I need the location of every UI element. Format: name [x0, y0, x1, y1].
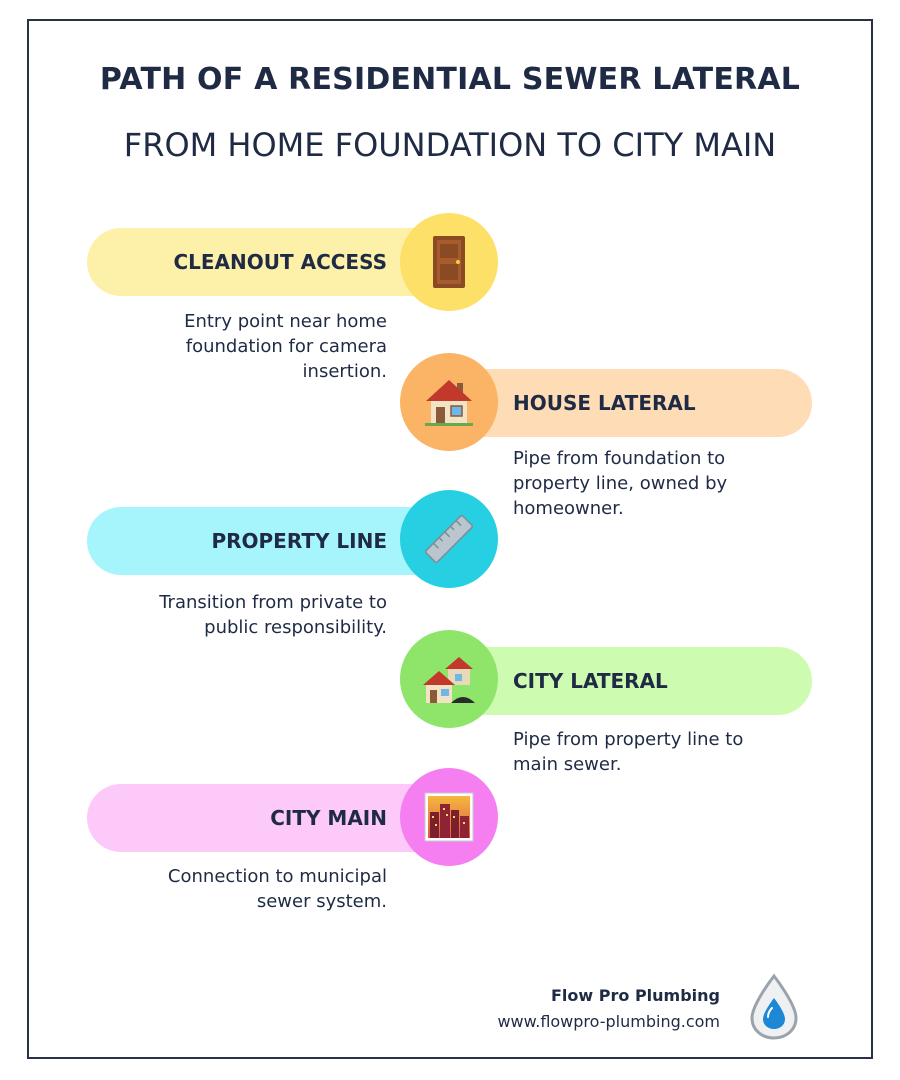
company-name: Flow Pro Plumbing	[551, 986, 720, 1005]
page-title: PATH OF A RESIDENTIAL SEWER LATERAL	[99, 62, 801, 97]
page-subtitle: FROM HOME FOUNDATION TO CITY MAIN	[123, 126, 777, 164]
step-label: CITY MAIN	[270, 806, 387, 830]
step-icon-circle	[400, 490, 498, 588]
house-icon	[423, 377, 475, 427]
houses-icon	[421, 653, 477, 705]
step-icon-circle	[400, 768, 498, 866]
step-label: HOUSE LATERAL	[513, 391, 696, 415]
water-drop-icon	[746, 972, 802, 1042]
step-icon-circle	[400, 213, 498, 311]
step-description: Pipe from foundation to property line, owned by homeowner.	[513, 448, 728, 519]
step-description: Transition from private to public responsibility.	[159, 592, 387, 638]
door-icon	[429, 234, 469, 290]
step-icon-circle	[400, 353, 498, 451]
step-label: CITY LATERAL	[513, 669, 668, 693]
step-description: Entry point near home foundation for camera insertion.	[184, 311, 387, 382]
cityscape-icon	[424, 792, 474, 842]
step-pill	[450, 369, 812, 437]
step-icon-circle	[400, 630, 498, 728]
company-url: www.flowpro-plumbing.com	[497, 1012, 720, 1031]
ruler-icon	[421, 511, 477, 567]
step-description: Connection to municipal sewer system.	[167, 866, 387, 912]
step-description: Pipe from property line to main sewer.	[513, 729, 744, 775]
step-pill	[450, 647, 812, 715]
step-pill	[87, 228, 447, 296]
step-pill	[87, 507, 447, 575]
step-pill	[87, 784, 447, 852]
step-label: CLEANOUT ACCESS	[173, 250, 387, 274]
step-label: PROPERTY LINE	[211, 529, 387, 553]
